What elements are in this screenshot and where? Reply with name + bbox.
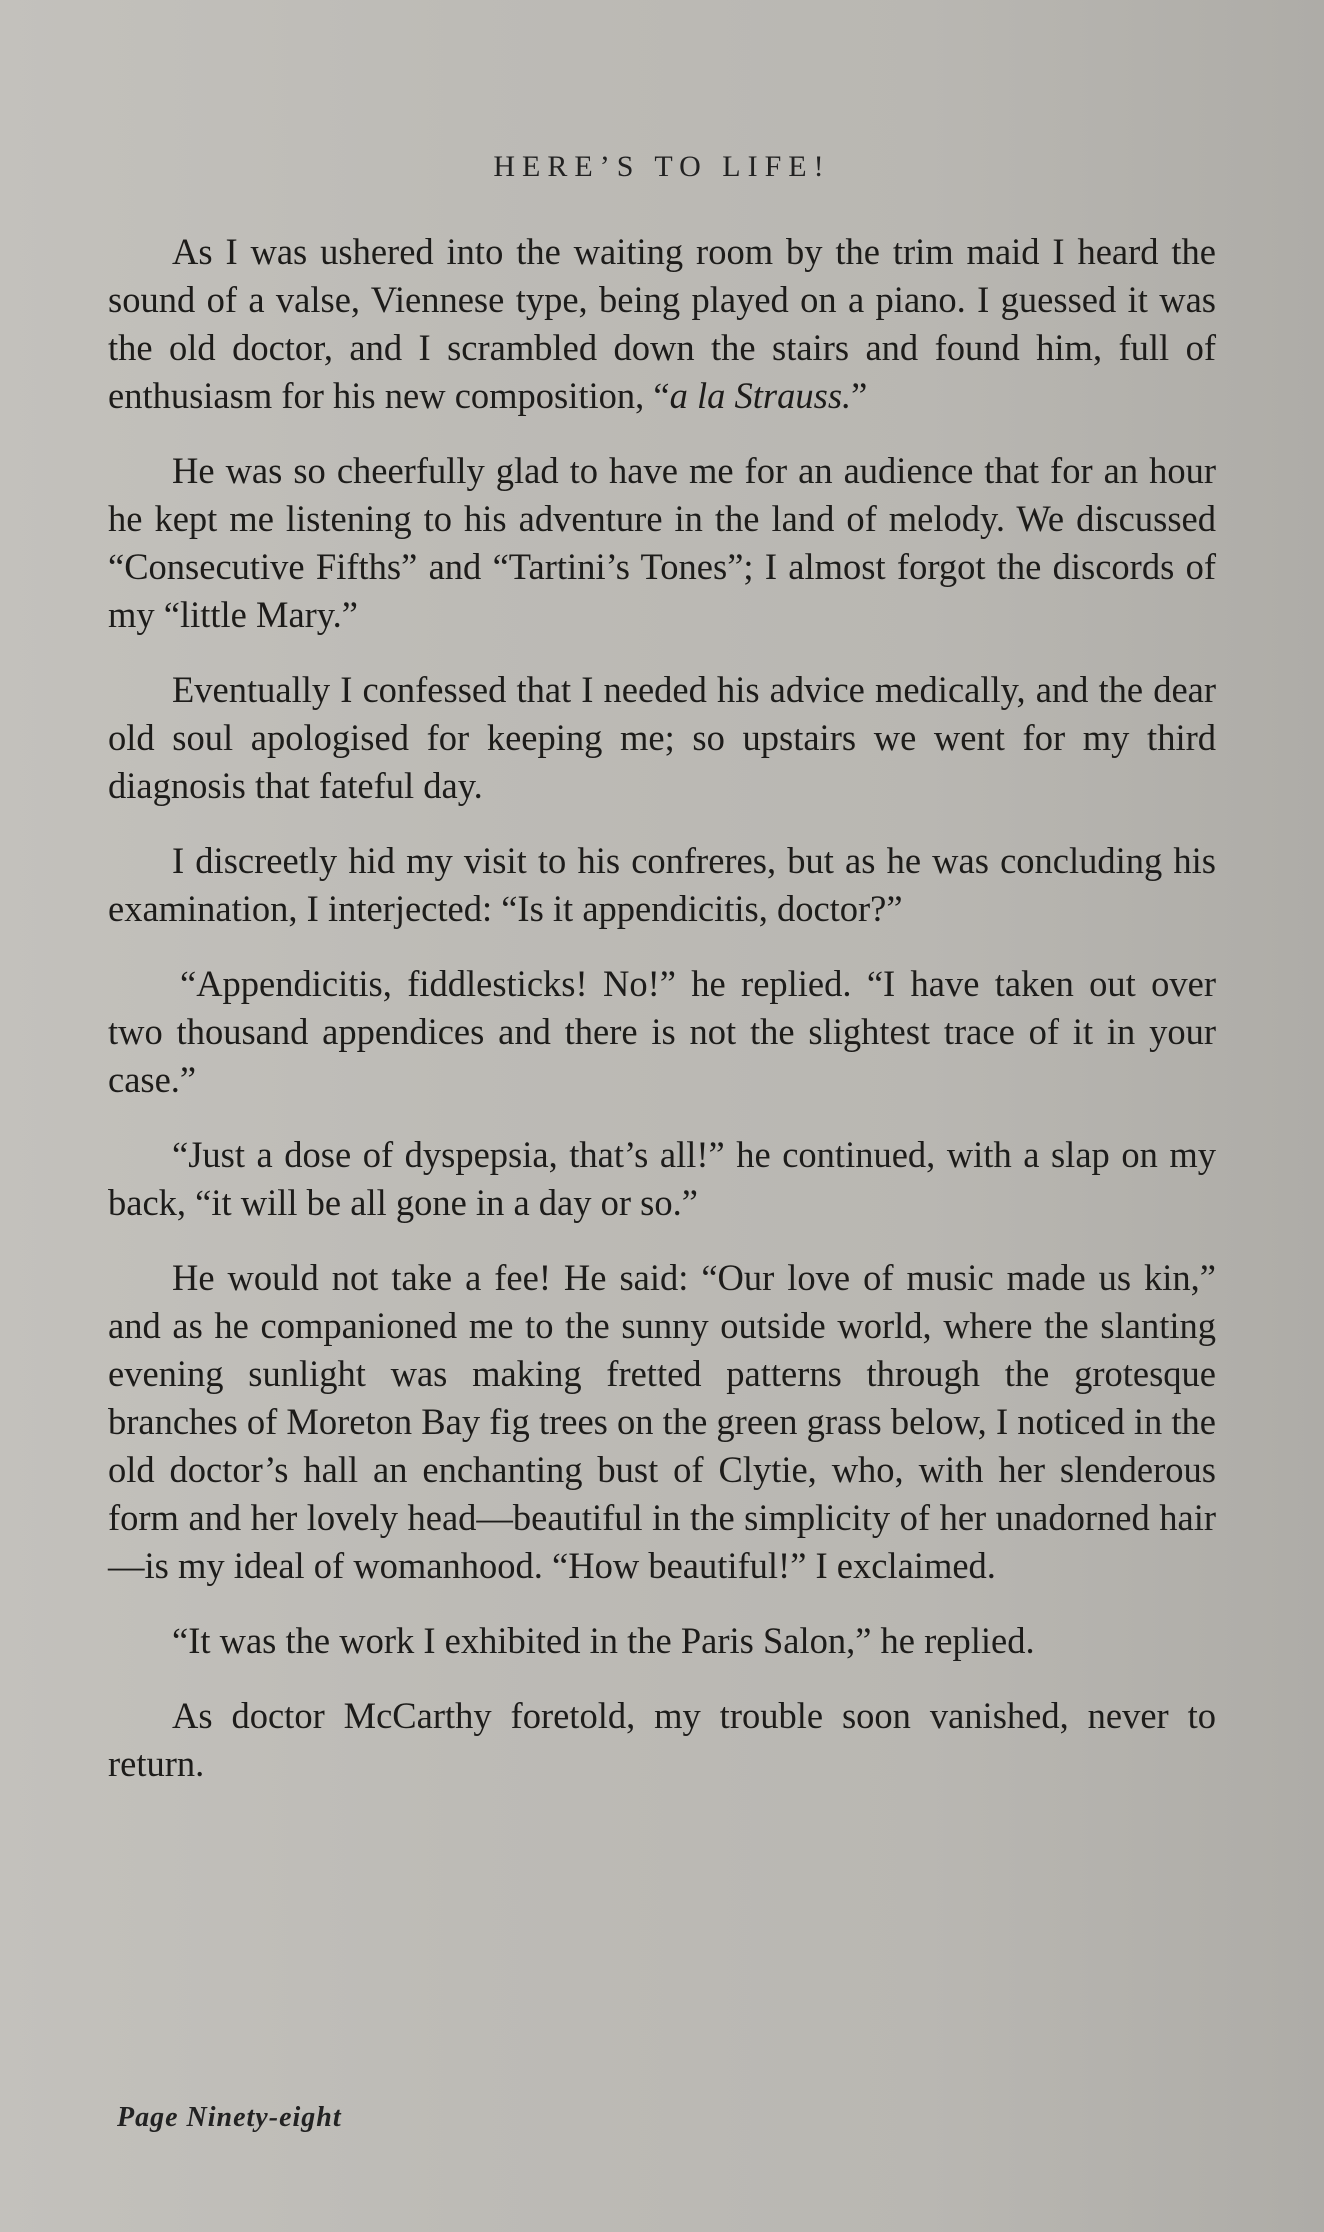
- paragraph-2: He was so cheerfully glad to have me for an audience that for an hour he kept me listening to his adventure in the land of melody. We discussed “Consecutive Fifths” and “Tartini’s Tones”; I almost forgot the discords of my “little Mary.”: [108, 450, 1216, 635]
- paragraph-7: He would not take a fee! He said: “Our love of music made us kin,” and as he companioned me to the sunny outside world, where the slanting evening sunlight was making fretted patterns through the grotesque branches of Moreton Bay fig trees on the green grass below, I noticed in the old doctor’s hall an enchanting bust of Clytie, who, with her slenderous form and her lovely head—beautiful in the simplicity of her unadorned hair—is my ideal of womanhood. “How beautiful!” I exclaimed.: [108, 1257, 1216, 1586]
- paragraph-5: “Appendicitis, fiddlesticks! No!” he replied. “I have taken out over two thousand appendices and there is not the slightest trace of it in your case.”: [108, 963, 1216, 1100]
- paragraph-1-italic: a la Strauss.: [669, 375, 852, 416]
- paragraph-6: “Just a dose of dyspepsia, that’s all!” he continued, with a slap on my back, “it will be all gone in a day or so.”: [108, 1134, 1216, 1223]
- paragraph-1-closing-quote: ”: [851, 375, 868, 416]
- page-number: Page Ninety-eight: [117, 2102, 342, 2133]
- paragraph-1-text: As I was ushered into the waiting room by the trim maid I heard the sound of a valse, Viennese type, being played on a piano. I guessed it was the old doctor, and I scrambled down the stairs and found him, full of enthusiasm for his new composition, “: [108, 231, 1216, 416]
- paragraph-9: As doctor McCarthy foretold, my trouble soon vanished, never to return.: [108, 1695, 1216, 1784]
- paragraph-1: [108, 228, 1216, 420]
- paragraph-3: Eventually I confessed that I needed his advice medically, and the dear old soul apologised for keeping me; so upstairs we went for my third diagnosis that fateful day.: [108, 669, 1216, 806]
- body-text: [108, 228, 1216, 1815]
- paragraph-8: “It was the work I exhibited in the Paris Salon,” he replied.: [172, 1620, 1035, 1661]
- running-head: HERE’S TO LIFE!: [493, 150, 831, 183]
- paragraph-4: I discreetly hid my visit to his confreres, but as he was concluding his examination, I interjected: “Is it appendicitis, doctor?”: [108, 840, 1216, 929]
